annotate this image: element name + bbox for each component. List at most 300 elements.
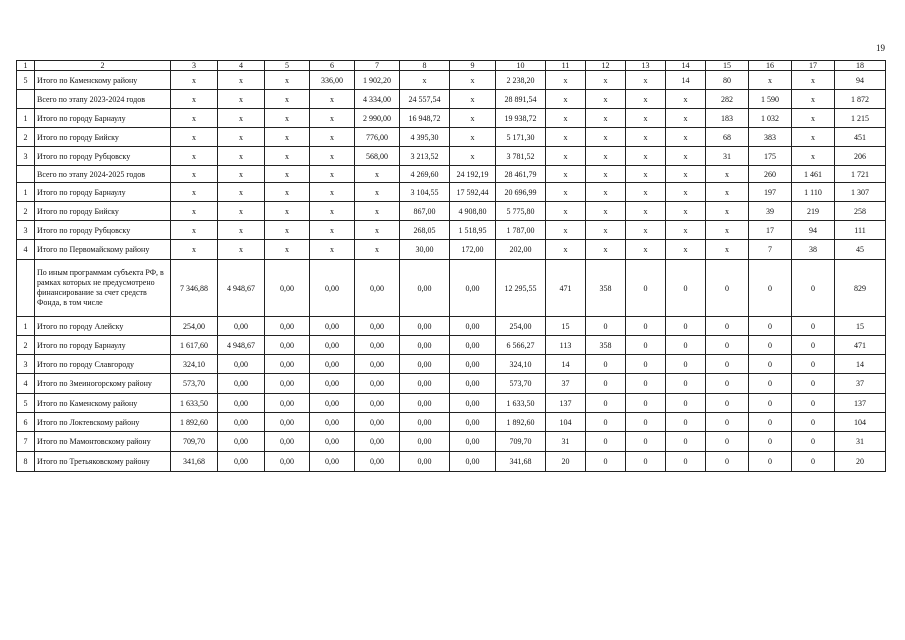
value-cell: х bbox=[171, 109, 218, 128]
value-cell: 471 bbox=[835, 336, 886, 355]
value-cell: х bbox=[450, 147, 496, 166]
value-cell: х bbox=[218, 128, 265, 147]
value-cell: 383 bbox=[749, 128, 792, 147]
value-cell: 1 787,00 bbox=[496, 221, 546, 240]
value-cell: 137 bbox=[546, 394, 586, 413]
value-cell: х bbox=[218, 183, 265, 202]
value-cell: х bbox=[265, 128, 310, 147]
row-label-cell: Итого по Каменскому району bbox=[35, 71, 171, 90]
value-cell: х bbox=[171, 202, 218, 221]
value-cell: 37 bbox=[546, 374, 586, 394]
table-row bbox=[17, 432, 886, 452]
value-cell: 1 633,50 bbox=[496, 394, 546, 413]
row-number-cell: 3 bbox=[17, 355, 35, 374]
value-cell: 0,00 bbox=[400, 374, 450, 394]
value-cell: 0,00 bbox=[400, 432, 450, 452]
header-cell: 3 bbox=[171, 61, 218, 71]
value-cell: 1 633,50 bbox=[171, 394, 218, 413]
value-cell: 0 bbox=[586, 374, 626, 394]
value-cell: 0 bbox=[749, 317, 792, 336]
header-cell: 16 bbox=[749, 61, 792, 71]
value-cell: 568,00 bbox=[355, 147, 400, 166]
value-cell: 4 948,67 bbox=[218, 336, 265, 355]
table-row bbox=[17, 90, 886, 109]
table-row bbox=[17, 202, 886, 221]
value-cell: 0 bbox=[749, 394, 792, 413]
value-cell: 0 bbox=[706, 317, 749, 336]
value-cell: 0,00 bbox=[450, 355, 496, 374]
value-cell: х bbox=[546, 90, 586, 109]
value-cell: 14 bbox=[666, 71, 706, 90]
header-cell: 1 bbox=[17, 61, 35, 71]
value-cell: 0 bbox=[666, 452, 706, 472]
value-cell: 1 307 bbox=[835, 183, 886, 202]
value-cell: 0,00 bbox=[450, 452, 496, 472]
value-cell: 0,00 bbox=[355, 432, 400, 452]
value-cell: 0 bbox=[792, 355, 835, 374]
value-cell: х bbox=[626, 183, 666, 202]
value-cell: 14 bbox=[546, 355, 586, 374]
value-cell: 104 bbox=[835, 413, 886, 432]
table-row bbox=[17, 317, 886, 336]
value-cell: 183 bbox=[706, 109, 749, 128]
value-cell: 4 948,67 bbox=[218, 260, 265, 317]
header-cell: 9 bbox=[450, 61, 496, 71]
row-label-cell: Итого по городу Рубцовску bbox=[35, 221, 171, 240]
value-cell: 0,00 bbox=[355, 355, 400, 374]
value-cell: 0 bbox=[586, 317, 626, 336]
value-cell: х bbox=[666, 166, 706, 183]
value-cell: 0 bbox=[666, 432, 706, 452]
value-cell: х bbox=[400, 71, 450, 90]
value-cell: 0 bbox=[792, 317, 835, 336]
value-cell: 358 bbox=[586, 336, 626, 355]
value-cell: 0 bbox=[706, 355, 749, 374]
value-cell: 0,00 bbox=[355, 336, 400, 355]
value-cell: 37 bbox=[835, 374, 886, 394]
value-cell: 0 bbox=[666, 394, 706, 413]
value-cell: 0 bbox=[792, 452, 835, 472]
value-cell: 1 892,60 bbox=[171, 413, 218, 432]
value-cell: х bbox=[546, 71, 586, 90]
value-cell: 0 bbox=[706, 432, 749, 452]
header-cell: 11 bbox=[546, 61, 586, 71]
value-cell: х bbox=[265, 221, 310, 240]
header-cell: 8 bbox=[400, 61, 450, 71]
value-cell: 1 110 bbox=[792, 183, 835, 202]
row-number-cell bbox=[17, 166, 35, 183]
value-cell: 3 781,52 bbox=[496, 147, 546, 166]
table-row bbox=[17, 374, 886, 394]
value-cell: 6 566,27 bbox=[496, 336, 546, 355]
value-cell: х bbox=[586, 71, 626, 90]
value-cell: 68 bbox=[706, 128, 749, 147]
value-cell: 0,00 bbox=[355, 452, 400, 472]
value-cell: х bbox=[355, 166, 400, 183]
row-number-cell: 1 bbox=[17, 183, 35, 202]
row-number-cell: 2 bbox=[17, 336, 35, 355]
value-cell: 0,00 bbox=[450, 336, 496, 355]
value-cell: х bbox=[265, 147, 310, 166]
row-label-cell: Итого по Локтевскому району bbox=[35, 413, 171, 432]
value-cell: 0 bbox=[586, 413, 626, 432]
value-cell: 0 bbox=[792, 260, 835, 317]
value-cell: 0,00 bbox=[355, 374, 400, 394]
value-cell: 573,70 bbox=[171, 374, 218, 394]
value-cell: 0,00 bbox=[450, 260, 496, 317]
value-cell: 1 892,60 bbox=[496, 413, 546, 432]
table-row bbox=[17, 166, 886, 183]
value-cell: 1 215 bbox=[835, 109, 886, 128]
row-label-cell: Всего по этапу 2023-2024 годов bbox=[35, 90, 171, 109]
value-cell: 1 032 bbox=[749, 109, 792, 128]
value-cell: 15 bbox=[546, 317, 586, 336]
value-cell: х bbox=[265, 109, 310, 128]
value-cell: 341,68 bbox=[496, 452, 546, 472]
table-row bbox=[17, 355, 886, 374]
value-cell: х bbox=[626, 71, 666, 90]
value-cell: 336,00 bbox=[310, 71, 355, 90]
header-cell: 14 bbox=[666, 61, 706, 71]
value-cell: 94 bbox=[792, 221, 835, 240]
value-cell: 30,00 bbox=[400, 240, 450, 260]
table-body bbox=[17, 71, 886, 472]
value-cell: х bbox=[706, 183, 749, 202]
value-cell: х bbox=[626, 221, 666, 240]
value-cell: 20 696,99 bbox=[496, 183, 546, 202]
row-label-cell: Всего по этапу 2024-2025 годов bbox=[35, 166, 171, 183]
row-number-cell bbox=[17, 260, 35, 317]
table-row bbox=[17, 336, 886, 355]
value-cell: х bbox=[706, 240, 749, 260]
value-cell: 1 872 bbox=[835, 90, 886, 109]
row-label-cell: Итого по Змеиногорскому району bbox=[35, 374, 171, 394]
value-cell: 3 213,52 bbox=[400, 147, 450, 166]
value-cell: х bbox=[626, 109, 666, 128]
value-cell: 137 bbox=[835, 394, 886, 413]
value-cell: х bbox=[310, 166, 355, 183]
value-cell: 0 bbox=[666, 260, 706, 317]
table-row bbox=[17, 183, 886, 202]
row-label-cell: Итого по городу Бийску bbox=[35, 128, 171, 147]
value-cell: 0,00 bbox=[310, 413, 355, 432]
value-cell: х bbox=[626, 90, 666, 109]
header-cell: 12 bbox=[586, 61, 626, 71]
value-cell: х bbox=[310, 128, 355, 147]
value-cell: 0 bbox=[706, 336, 749, 355]
row-number-cell: 6 bbox=[17, 413, 35, 432]
value-cell: х bbox=[586, 240, 626, 260]
value-cell: х bbox=[666, 221, 706, 240]
value-cell: х bbox=[586, 202, 626, 221]
value-cell: 15 bbox=[835, 317, 886, 336]
value-cell: 0,00 bbox=[218, 355, 265, 374]
value-cell: 0 bbox=[792, 394, 835, 413]
value-cell: х bbox=[546, 202, 586, 221]
value-cell: 0,00 bbox=[265, 394, 310, 413]
value-cell: х bbox=[218, 109, 265, 128]
row-label-cell: Итого по Третьяковскому району bbox=[35, 452, 171, 472]
value-cell: 1 902,20 bbox=[355, 71, 400, 90]
header-cell: 18 bbox=[835, 61, 886, 71]
value-cell: 0 bbox=[586, 394, 626, 413]
value-cell: 2 990,00 bbox=[355, 109, 400, 128]
value-cell: х bbox=[265, 166, 310, 183]
value-cell: 0,00 bbox=[265, 374, 310, 394]
value-cell: х bbox=[666, 90, 706, 109]
table-row bbox=[17, 452, 886, 472]
value-cell: 172,00 bbox=[450, 240, 496, 260]
value-cell: 0 bbox=[792, 374, 835, 394]
value-cell: 0 bbox=[706, 260, 749, 317]
value-cell: 0,00 bbox=[450, 413, 496, 432]
value-cell: 0,00 bbox=[218, 374, 265, 394]
value-cell: 19 938,72 bbox=[496, 109, 546, 128]
value-cell: 0,00 bbox=[355, 260, 400, 317]
value-cell: х bbox=[546, 147, 586, 166]
value-cell: 0,00 bbox=[310, 336, 355, 355]
value-cell: х bbox=[218, 71, 265, 90]
row-number-cell: 3 bbox=[17, 221, 35, 240]
value-cell: 4 395,30 bbox=[400, 128, 450, 147]
value-cell: 324,10 bbox=[496, 355, 546, 374]
value-cell: х bbox=[265, 71, 310, 90]
value-cell: х bbox=[218, 202, 265, 221]
value-cell: 24 192,19 bbox=[450, 166, 496, 183]
value-cell: 0 bbox=[792, 413, 835, 432]
value-cell: 0,00 bbox=[400, 260, 450, 317]
value-cell: 0,00 bbox=[218, 432, 265, 452]
header-cell: 17 bbox=[792, 61, 835, 71]
value-cell: 0,00 bbox=[218, 413, 265, 432]
value-cell: 0,00 bbox=[400, 394, 450, 413]
value-cell: 0 bbox=[749, 432, 792, 452]
value-cell: х bbox=[218, 166, 265, 183]
value-cell: 0 bbox=[749, 336, 792, 355]
value-cell: х bbox=[626, 202, 666, 221]
value-cell: х bbox=[792, 109, 835, 128]
value-cell: х bbox=[586, 128, 626, 147]
value-cell: 0,00 bbox=[310, 355, 355, 374]
row-label-cell: Итого по городу Барнаулу bbox=[35, 109, 171, 128]
value-cell: 0 bbox=[626, 374, 666, 394]
value-cell: 1 461 bbox=[792, 166, 835, 183]
value-cell: х bbox=[792, 90, 835, 109]
value-cell: 0 bbox=[792, 336, 835, 355]
value-cell: 7 bbox=[749, 240, 792, 260]
value-cell: 0 bbox=[706, 452, 749, 472]
value-cell: 0 bbox=[706, 374, 749, 394]
row-label-cell: По иным программам субъекта РФ, в рамках которых не предусмотрено финансирование за счет средств Фонда, в том числе bbox=[35, 260, 171, 317]
value-cell: 1 518,95 bbox=[450, 221, 496, 240]
value-cell: 0,00 bbox=[355, 413, 400, 432]
value-cell: х bbox=[310, 240, 355, 260]
value-cell: 0,00 bbox=[265, 432, 310, 452]
value-cell: 471 bbox=[546, 260, 586, 317]
value-cell: х bbox=[450, 71, 496, 90]
value-cell: х bbox=[171, 221, 218, 240]
value-cell: 20 bbox=[546, 452, 586, 472]
value-cell: 0,00 bbox=[310, 452, 355, 472]
value-cell: х bbox=[706, 202, 749, 221]
value-cell: 324,10 bbox=[171, 355, 218, 374]
value-cell: х bbox=[171, 147, 218, 166]
value-cell: х bbox=[546, 128, 586, 147]
row-label-cell: Итого по Первомайскому району bbox=[35, 240, 171, 260]
value-cell: х bbox=[171, 128, 218, 147]
header-cell: 5 bbox=[265, 61, 310, 71]
value-cell: 0,00 bbox=[450, 432, 496, 452]
value-cell: х bbox=[706, 221, 749, 240]
value-cell: 0,00 bbox=[310, 374, 355, 394]
value-cell: 197 bbox=[749, 183, 792, 202]
value-cell: 0 bbox=[586, 452, 626, 472]
value-cell: х bbox=[310, 183, 355, 202]
value-cell: 111 bbox=[835, 221, 886, 240]
value-cell: х bbox=[626, 240, 666, 260]
value-cell: х bbox=[310, 109, 355, 128]
value-cell: х bbox=[310, 90, 355, 109]
value-cell: 20 bbox=[835, 452, 886, 472]
value-cell: 31 bbox=[706, 147, 749, 166]
row-label-cell: Итого по городу Барнаулу bbox=[35, 183, 171, 202]
value-cell: 0,00 bbox=[265, 336, 310, 355]
value-cell: 0 bbox=[626, 355, 666, 374]
value-cell: 2 238,20 bbox=[496, 71, 546, 90]
value-cell: х bbox=[749, 71, 792, 90]
value-cell: 7 346,88 bbox=[171, 260, 218, 317]
row-number-cell: 4 bbox=[17, 374, 35, 394]
row-label-cell: Итого по Мамонтовскому району bbox=[35, 432, 171, 452]
value-cell: 0,00 bbox=[265, 413, 310, 432]
value-cell: 0 bbox=[706, 413, 749, 432]
value-cell: 28 891,54 bbox=[496, 90, 546, 109]
value-cell: х bbox=[586, 221, 626, 240]
value-cell: х bbox=[355, 240, 400, 260]
row-number-cell: 5 bbox=[17, 394, 35, 413]
value-cell: х bbox=[586, 166, 626, 183]
table-row bbox=[17, 147, 886, 166]
value-cell: 254,00 bbox=[171, 317, 218, 336]
row-number-cell bbox=[17, 90, 35, 109]
value-cell: х bbox=[546, 109, 586, 128]
row-label-cell: Итого по городу Алейску bbox=[35, 317, 171, 336]
value-cell: 31 bbox=[835, 432, 886, 452]
row-number-cell: 1 bbox=[17, 109, 35, 128]
row-number-cell: 2 bbox=[17, 128, 35, 147]
value-cell: 451 bbox=[835, 128, 886, 147]
data-table bbox=[16, 60, 886, 472]
value-cell: 0 bbox=[586, 432, 626, 452]
value-cell: 0,00 bbox=[450, 317, 496, 336]
value-cell: 254,00 bbox=[496, 317, 546, 336]
value-cell: х bbox=[265, 183, 310, 202]
value-cell: 0 bbox=[666, 336, 706, 355]
value-cell: х bbox=[171, 183, 218, 202]
table-row bbox=[17, 394, 886, 413]
value-cell: 39 bbox=[749, 202, 792, 221]
table-row bbox=[17, 71, 886, 90]
header-cell: 15 bbox=[706, 61, 749, 71]
value-cell: 24 557,54 bbox=[400, 90, 450, 109]
value-cell: 206 bbox=[835, 147, 886, 166]
value-cell: х bbox=[355, 183, 400, 202]
value-cell: 0 bbox=[626, 317, 666, 336]
value-cell: х bbox=[792, 71, 835, 90]
row-label-cell: Итого по городу Бийску bbox=[35, 202, 171, 221]
value-cell: х bbox=[450, 109, 496, 128]
row-label-cell: Итого по Каменскому району bbox=[35, 394, 171, 413]
value-cell: 5 171,30 bbox=[496, 128, 546, 147]
value-cell: х bbox=[450, 128, 496, 147]
value-cell: 282 bbox=[706, 90, 749, 109]
value-cell: 867,00 bbox=[400, 202, 450, 221]
value-cell: х bbox=[265, 240, 310, 260]
row-number-cell: 8 bbox=[17, 452, 35, 472]
value-cell: 260 bbox=[749, 166, 792, 183]
value-cell: 0 bbox=[626, 413, 666, 432]
value-cell: 0,00 bbox=[310, 432, 355, 452]
value-cell: 573,70 bbox=[496, 374, 546, 394]
page-number: 19 bbox=[876, 43, 885, 53]
value-cell: х bbox=[218, 221, 265, 240]
value-cell: 358 bbox=[586, 260, 626, 317]
value-cell: 0 bbox=[626, 394, 666, 413]
header-row bbox=[17, 61, 886, 71]
value-cell: 38 bbox=[792, 240, 835, 260]
value-cell: х bbox=[586, 147, 626, 166]
value-cell: 0,00 bbox=[218, 394, 265, 413]
value-cell: 202,00 bbox=[496, 240, 546, 260]
value-cell: 175 bbox=[749, 147, 792, 166]
value-cell: х bbox=[586, 90, 626, 109]
header-cell: 2 bbox=[35, 61, 171, 71]
value-cell: 0 bbox=[666, 355, 706, 374]
value-cell: х bbox=[171, 90, 218, 109]
value-cell: х bbox=[355, 202, 400, 221]
value-cell: 0,00 bbox=[355, 394, 400, 413]
value-cell: 80 bbox=[706, 71, 749, 90]
row-number-cell: 3 bbox=[17, 147, 35, 166]
value-cell: 0 bbox=[626, 336, 666, 355]
value-cell: х bbox=[171, 71, 218, 90]
value-cell: 0 bbox=[586, 355, 626, 374]
value-cell: х bbox=[265, 202, 310, 221]
value-cell: х bbox=[666, 128, 706, 147]
value-cell: 0 bbox=[792, 432, 835, 452]
value-cell: 31 bbox=[546, 432, 586, 452]
value-cell: 268,05 bbox=[400, 221, 450, 240]
value-cell: х bbox=[626, 147, 666, 166]
value-cell: х bbox=[626, 166, 666, 183]
value-cell: 0 bbox=[749, 374, 792, 394]
value-cell: 1 721 bbox=[835, 166, 886, 183]
value-cell: х bbox=[450, 90, 496, 109]
value-cell: 829 bbox=[835, 260, 886, 317]
value-cell: 0,00 bbox=[265, 452, 310, 472]
row-label-cell: Итого по городу Рубцовску bbox=[35, 147, 171, 166]
table-row bbox=[17, 413, 886, 432]
value-cell: 16 948,72 bbox=[400, 109, 450, 128]
value-cell: 113 bbox=[546, 336, 586, 355]
value-cell: х bbox=[310, 147, 355, 166]
value-cell: 4 908,80 bbox=[450, 202, 496, 221]
value-cell: х bbox=[706, 166, 749, 183]
row-label-cell: Итого по городу Славгороду bbox=[35, 355, 171, 374]
value-cell: 0 bbox=[749, 355, 792, 374]
value-cell: 258 bbox=[835, 202, 886, 221]
value-cell: 0,00 bbox=[218, 317, 265, 336]
